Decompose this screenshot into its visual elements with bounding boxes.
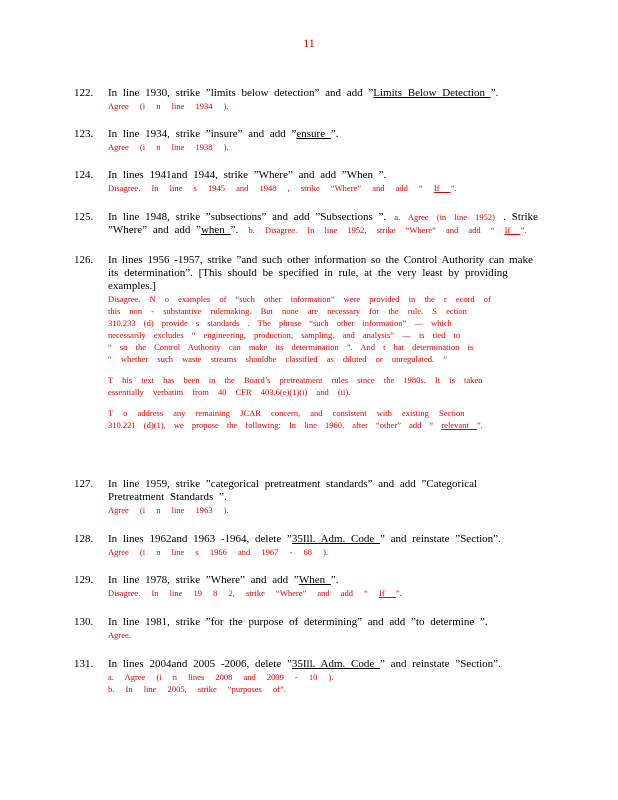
board-response-line: this non - substantive rulemaking. But none are necessary for the rule. S ection [108,306,467,316]
added-text: 35Ill. Adm. Code [291,533,381,545]
item-number: 130. [74,616,94,628]
board-response-line: “ so the Control Authority can make its determination ”. And t hat determination is [108,342,474,352]
item-instruction: In lines 2004and 2005 -2006, delete ”35Ill. Adm. Code ” and reinstate ”Section”. [108,658,501,670]
item-instruction: In line 1978, strike ”Where” and add ”When ”. [108,574,339,586]
item-number: 125. [74,211,94,223]
item-instruction: In lines 1962and 1963 -1964, delete ”35Ill. Adm. Code ” and reinstate ”Section”. [108,533,501,545]
item-instruction: In line 1934, strike ”insure” and add ”ensure ”. [108,128,339,140]
board-response-line: T his text has been in the Board’s pretreatment rules since the 1980s. It is taken [108,375,483,385]
item-number: 131. [74,658,94,670]
board-response-line: 310.221 (d)(1), we propose the following: In line 1960, after “other” add “ relevant ”. [108,420,483,430]
board-response: b. Disagree. In line 1952, strike “Where” and add “ If ”. [238,225,527,235]
item-instruction: In line 1981, strike ”for the purpose of determining” and add ”to determine ”. [108,616,488,628]
item-instruction: In lines 1956 -1957, strike ”and such other information so the Control Authority can make [108,254,533,266]
item-instruction: In lines 1941and 1944, strike ”Where” and add ”When ”. [108,169,387,181]
board-response: Agree. [108,630,131,640]
added-text: ensure [296,128,331,140]
item-number: 123. [74,128,94,140]
board-response-line: essentially verbatim from 40 CFR 403.6(e)(1)(i) and (ii). [108,387,351,397]
added-text: 35Ill. Adm. Code [291,658,381,670]
board-response: a. Agree (in line 1952) [386,212,504,222]
item-number: 126. [74,254,94,266]
item-number: 127. [74,478,94,490]
item-instruction-cont: ”Where” and add ”when ”. b. Disagree. In line 1952, strike “Where” and add “ If ”. [108,224,527,236]
board-response-line: “ whether such waste streams shouldbe classified as diluted or unregulated. ” [108,354,448,364]
board-response: Disagree. In line 19 8 2, strike “Where” and add “ If ”. [108,588,402,598]
board-response: Agree (i n line 1963 ). [108,505,229,515]
board-response-line: 310.233 (d) provide s standards . The phrase “such other information” — which [108,318,452,328]
board-response-line: Disagree. N o examples of “such other information” were provided in the r ecord of [108,294,491,304]
added-text: relevant [441,420,477,430]
board-response-line: T o address any remaining JCAR concern, and consistent with existing Section [108,408,465,418]
board-response: a. Agree (i n lines 2008 and 2009 - 10 ). [108,672,334,682]
item-instruction-cont: examples.] [108,280,156,292]
item-instruction-cont: Pretreatment Standards ”. [108,491,227,503]
added-text: Limits Below Detection [373,87,491,99]
board-response: Agree (i n line 1934 ). [108,101,229,111]
item-number: 128. [74,533,94,545]
board-response-line: necessarily excludes “ engineering, production, sampling, and analysis” — is tied to [108,330,461,340]
added-text: When [298,574,331,586]
board-response: Agree (i n line 1938 ). [108,142,229,152]
item-number: 124. [74,169,94,181]
item-instruction-cont: its determination”. [This should be specified in rule, at the very least by providing [108,267,508,279]
item-number: 122. [74,87,94,99]
item-instruction: In line 1948, strike ”subsections” and add ”Subsections ”. a. Agree (in line 1952) . Strike [108,211,538,223]
board-response: Disagree. In line s 1945 and 1948 , strike “Where” and add “ If ”. [108,183,457,193]
page-number: 11 [303,36,315,50]
board-response: Agree (i n line s 1966 and 1967 - 68 ). [108,547,329,557]
item-number: 129. [74,574,94,586]
item-instruction: In line 1930, strike ”limits below detection” and add ”Limits Below Detection ”. [108,87,499,99]
board-response: b. In line 2005, strike “purposes of”. [108,684,286,694]
item-instruction: In line 1959, strike ”categorical pretreatment standards” and add ”Categorical [108,478,478,490]
added-text: when [200,224,231,236]
